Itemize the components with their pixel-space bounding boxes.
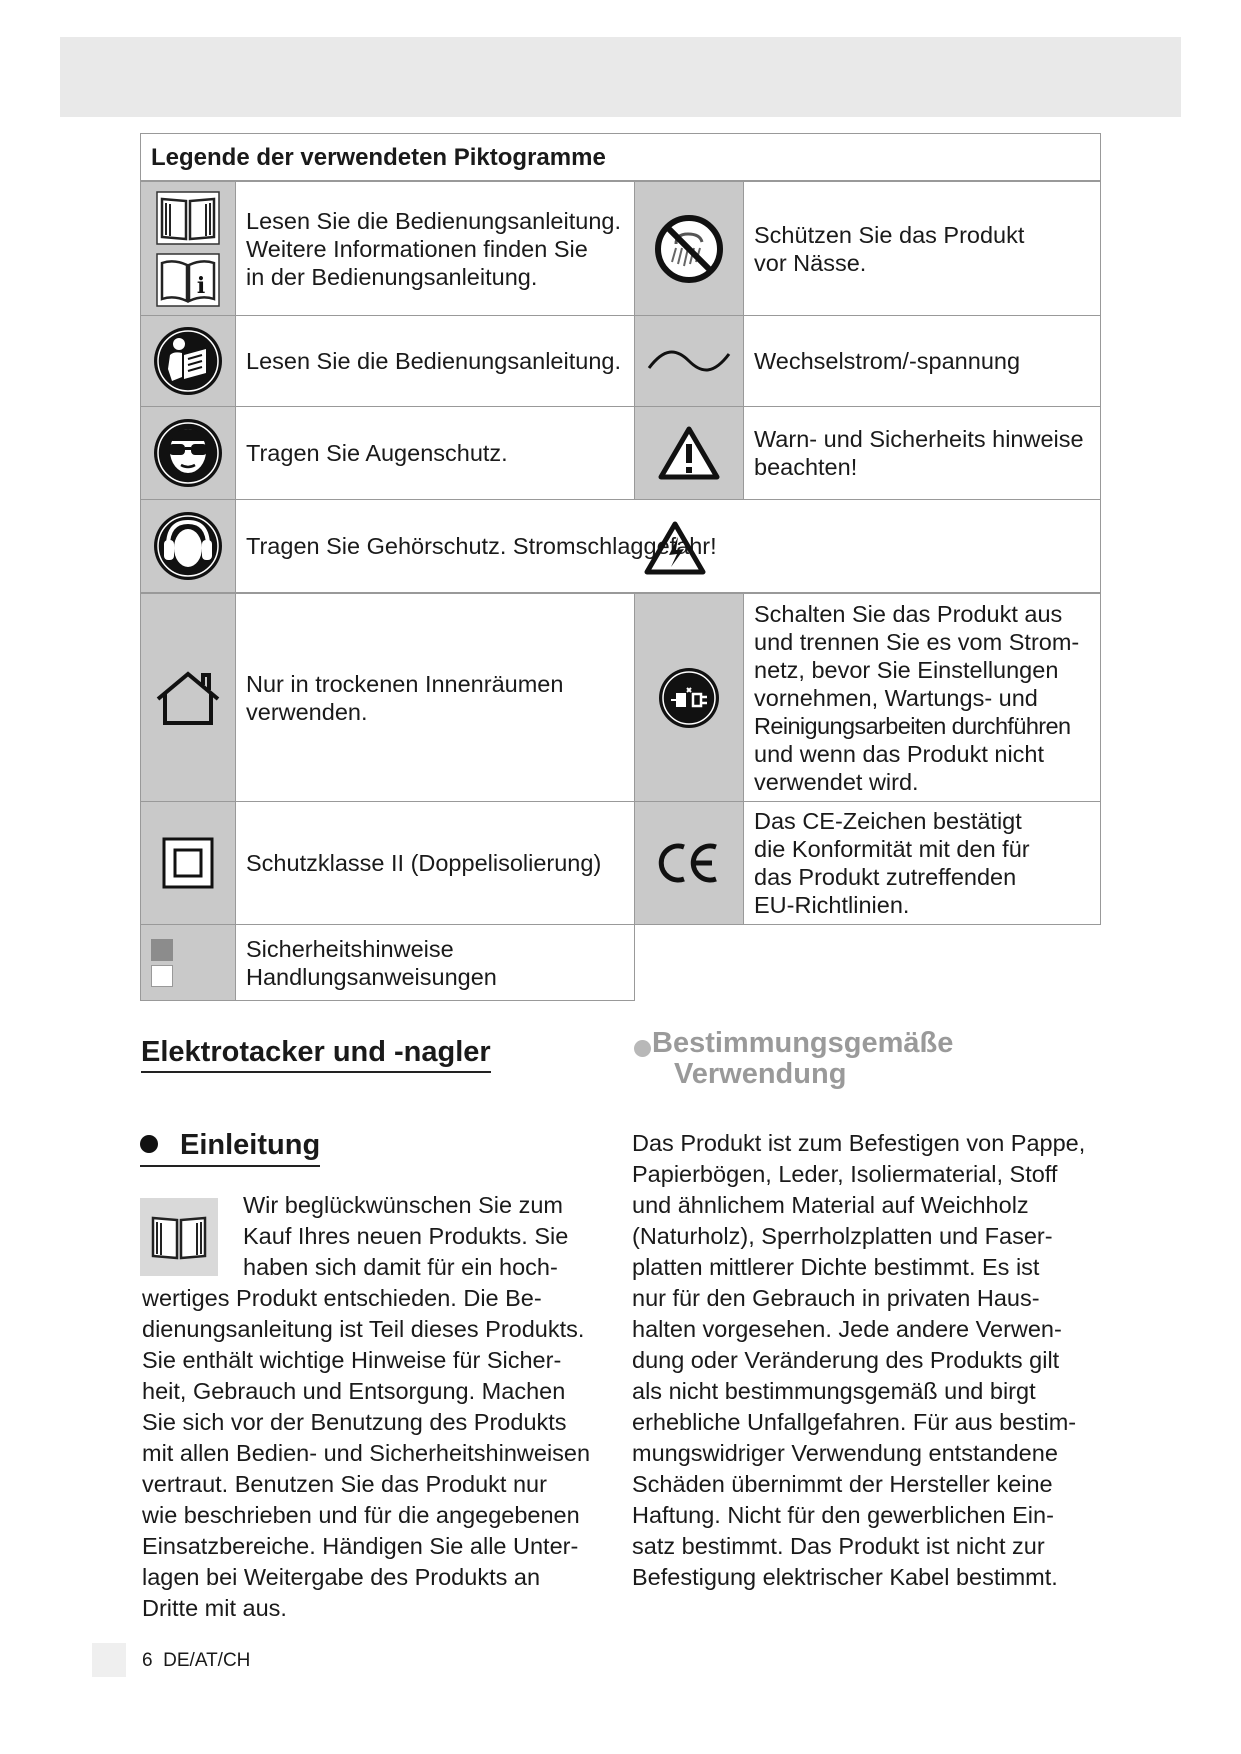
- protect-from-moisture-icon: [654, 214, 724, 284]
- alternating-current-icon: [646, 346, 732, 376]
- intended-use-heading: Bestimmungsgemäße Verwendung: [652, 1027, 954, 1090]
- pictogram-legend: [140, 133, 1101, 1008]
- instruction-markers-cell: [140, 924, 236, 1001]
- legend-text-eye-protection: Tragen Sie Augenschutz.: [235, 406, 635, 500]
- page-footer: [142, 1650, 250, 1672]
- heading-bullet-icon: [634, 1040, 651, 1057]
- warning-triangle-icon: [658, 426, 720, 480]
- footer-marker: [92, 1643, 126, 1677]
- unplug-mandatory-icon: [657, 666, 721, 730]
- info-book-icon: [156, 253, 220, 307]
- ce-icon-cell: [634, 801, 744, 925]
- open-book-icon: [156, 191, 220, 245]
- intro-text: Wir beglückwünschen Sie zum Kauf Ihres neuen Produkts. Sie haben sich damit für ein hoch- wertiges Produkt entschieden. Die Be- dienungsanleitung ist Teil dieses Produkts. Sie enthält wichtige Hinweise für Sicher- heit, Gebrauch und Entsorgung. Machen Sie sich vor der Benutzung des Produkts mit allen Bedien- und Sicherheitshinweisen vertraut. Benutzen Sie das Produkt nur wie beschrieben und für die angegebenen Einsatzbereiche. Händigen Sie alle Unter- lagen bei Weitergabe des Produkts an Dritte mit aus.: [142, 1192, 591, 1621]
- warning-icon-cell: [634, 406, 744, 500]
- intended-use-text: Das Produkt ist zum Befestigen von Pappe, Papierbögen, Leder, Isoliermaterial, Stoff und ähnlichem Material auf Weichholz (Naturholz), Sperrholzplatten und Faser- platten mittlerer Dichte bestimmt. Es ist nur für den Gebrauch in privaten Haus- halten vorgesehen. Jede andere Verwen- dung oder Veränderung des Produkts gilt als nicht bestimmungsgemäß und birgt erhebliche Unfallgefahren. Für aus bestim- mungswidriger Verwendung entstandene Schäden übernimmt der Hersteller keine Haftung. Nicht für den gewerblichen Ein- satz bestimmt. Das Produkt ist nicht zur Befestigung elektrischer Kabel bestimmt.: [632, 1130, 1086, 1590]
- legend-text-read-manual-2: Lesen Sie die Bedienungsanleitung.: [235, 315, 635, 407]
- legend-text-ear-protection: Tragen Sie Gehörschutz. Stromschlaggefahr!: [235, 499, 1101, 593]
- eye-protection-icon: [152, 417, 224, 489]
- section-title: Elektrotacker und -nagler: [141, 1035, 491, 1073]
- header-band: [60, 37, 1181, 117]
- eye-protection-cell: [140, 406, 236, 500]
- manual-icons-cell: [140, 181, 236, 316]
- region-label: DE/AT/CH: [163, 1650, 251, 1671]
- ce-mark-icon: [658, 841, 720, 885]
- legend-text-protection-class: Schutzklasse II (Doppelisolierung): [235, 801, 635, 925]
- legend-text-protect-moisture: Schützen Sie das Produkt vor Nässe.: [743, 181, 1101, 316]
- intro-heading: Einleitung: [140, 1125, 320, 1167]
- svg-text:i: i: [196, 272, 206, 299]
- legend-text-warning: Warn- und Sicherheits hinweise beachten!: [743, 406, 1101, 500]
- action-instruction-marker-icon: [151, 965, 173, 987]
- safety-note-marker-icon: [151, 939, 173, 961]
- protection-class-cell: [140, 801, 236, 925]
- ear-protection-cell: [140, 499, 236, 593]
- unplug-icon-cell: [634, 593, 744, 802]
- read-manual-mandatory-cell: [140, 315, 236, 407]
- protection-class-2-icon: [162, 837, 214, 889]
- electric-shock-warning-icon: [644, 521, 706, 575]
- ac-icon-cell: [634, 315, 744, 407]
- no-rain-icon-cell: [634, 181, 744, 316]
- page-number: 6: [142, 1650, 153, 1671]
- legend-text-ce: Das CE-Zeichen bestätigt die Konformität mit den für das Produkt zutreffenden EU-Richtlinien.: [743, 801, 1101, 925]
- legend-text-unplug: Schalten Sie das Produkt aus und trennen Sie es vom Strom- netz, bevor Sie Einstellungen vornehmen, Wartungs- und Reinigungsarbeiten durchführen und wenn das Produkt nicht verwendet wird.: [743, 593, 1101, 802]
- legend-text-markers: Sicherheitshinweise Handlungsanweisungen: [235, 924, 635, 1001]
- legend-title: Legende der verwendeten Piktogramme: [140, 133, 1101, 181]
- house-icon: [153, 669, 223, 727]
- ear-protection-icon: [152, 510, 224, 582]
- legend-text-ac: Wechselstrom/-spannung: [743, 315, 1101, 407]
- legend-text-indoor-use: Nur in trockenen Innenräumen verwenden.: [235, 593, 635, 802]
- legend-text-read-manual: Lesen Sie die Bedienungsanleitung. Weitere Informationen finden Sie in der Bedienungsanleitung.: [235, 181, 635, 316]
- indoor-use-cell: [140, 593, 236, 802]
- read-manual-mandatory-icon: [152, 325, 224, 397]
